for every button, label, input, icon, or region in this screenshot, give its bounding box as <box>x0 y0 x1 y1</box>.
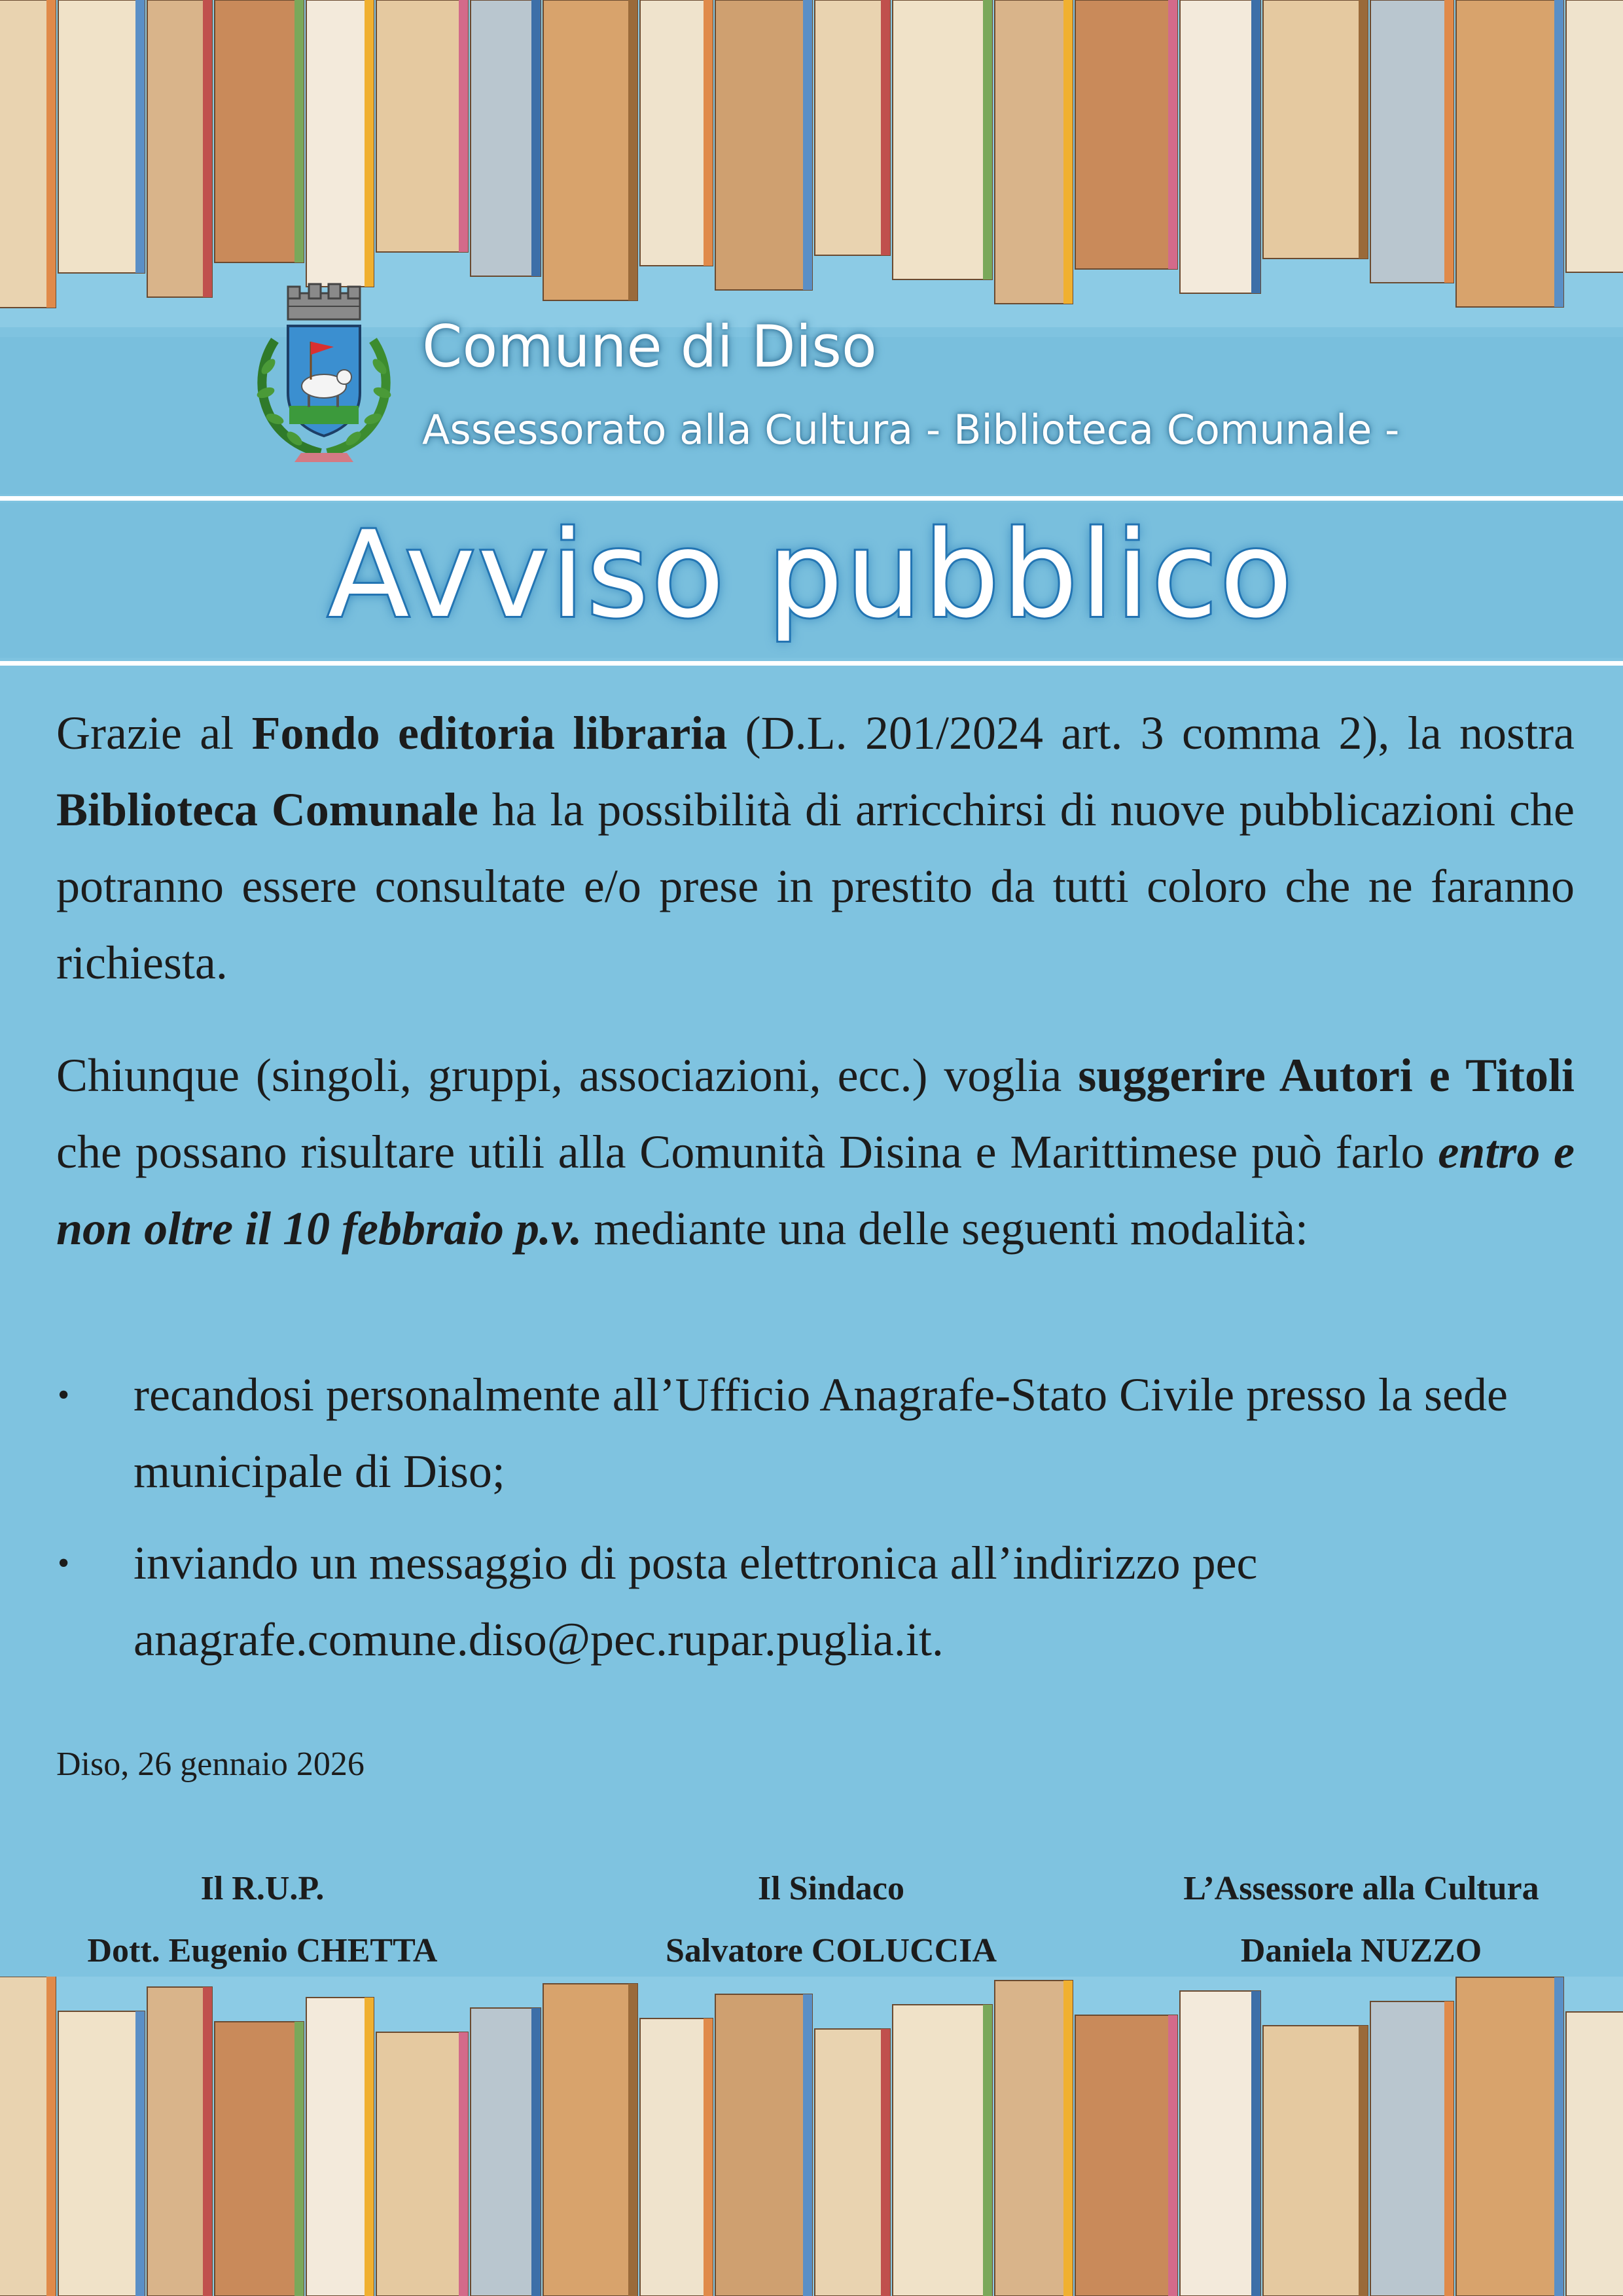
deadline-text: entro e non oltre il 10 febbraio p.v. <box>56 1126 1575 1255</box>
department-name: Assessorato alla Cultura - Biblioteca Comunale - <box>422 406 1400 454</box>
book-cover-edge <box>1168 2015 1177 2296</box>
list-item-text: inviando un messaggio di posta elettronica all’indirizzo pec anagrafe.comune.diso@pec.rupar.puglia.it. <box>134 1537 1258 1666</box>
book-spine <box>1456 1977 1563 2296</box>
book-spine <box>1180 1991 1260 2296</box>
book-cover-edge <box>1063 0 1073 304</box>
book-spine <box>543 1984 637 2296</box>
book-spine <box>815 0 890 255</box>
book-spine <box>215 0 304 262</box>
book-cover-edge <box>628 0 637 300</box>
book-spine <box>1263 2026 1368 2296</box>
book-cover-edge <box>1168 0 1177 269</box>
book-cover-edge <box>365 1998 374 2296</box>
book-spine <box>1180 0 1260 293</box>
divider-top <box>0 496 1623 501</box>
book-cover-edge <box>1444 2001 1454 2296</box>
book-cover-edge <box>803 0 812 290</box>
book-cover-edge <box>294 2022 304 2296</box>
book-cover-edge <box>1359 2026 1368 2296</box>
book-cover-edge <box>1063 1981 1073 2296</box>
book-cover-edge <box>1251 0 1260 293</box>
book-spine <box>995 0 1073 304</box>
book-cover-edge <box>135 0 145 273</box>
book-spine <box>543 0 637 300</box>
book-cover-edge <box>881 0 890 255</box>
list-item <box>56 1525 1575 1678</box>
request-paragraph <box>56 1037 1575 1267</box>
request-text-2: che possano risultare utili alla Comunità Disina e Marittimese può farlo <box>56 1126 1438 1178</box>
book-cover-edge <box>1359 0 1368 259</box>
book-spine <box>1566 2012 1623 2296</box>
signature-name: Daniela NUZZO <box>1240 1932 1482 1969</box>
request-text-3: mediante una delle seguenti modalità: <box>582 1202 1308 1255</box>
book-spine <box>715 1994 812 2296</box>
municipal-coat-of-arms-icon <box>249 281 399 471</box>
book-spine <box>215 2022 304 2296</box>
list-item-text: recandosi personalmente all’Ufficio Anagrafe-Stato Civile presso la sede municipale di Diso; <box>134 1369 1508 1498</box>
book-cover-edge <box>704 0 713 266</box>
book-spine <box>376 0 468 252</box>
book-spine <box>471 0 541 276</box>
book-cover-edge <box>46 0 56 308</box>
document-date: Diso, 26 gennaio 2026 <box>56 1746 365 1783</box>
page-title: Avviso pubblico <box>327 505 1296 644</box>
list-item <box>56 1357 1575 1510</box>
intro-paragraph <box>56 695 1575 1001</box>
intro-text-3: ha la possibilità di arricchirsi di nuove pubblicazioni che potranno essere consultate e/o prese in prestito da tutti coloro che ne faranno richiesta. <box>56 783 1575 989</box>
book-cover-edge <box>983 0 992 279</box>
book-cover-edge <box>459 2032 468 2296</box>
book-spine <box>147 0 212 297</box>
book-spine <box>715 0 812 290</box>
bullet-icon: • <box>58 1545 70 1582</box>
book-cover-edge <box>459 0 468 252</box>
book-cover-edge <box>1554 1977 1563 2296</box>
municipality-name: Comune di Diso <box>422 313 877 380</box>
library-name: Biblioteca Comunale <box>56 783 478 836</box>
book-spine <box>1370 0 1454 283</box>
book-cover-edge <box>46 1977 56 2296</box>
book-cover-edge <box>803 1994 812 2296</box>
books-top-decoration <box>0 0 1623 327</box>
signature-name: Dott. Eugenio CHETTA <box>87 1932 438 1969</box>
book-spine <box>1263 0 1368 259</box>
book-spine <box>1075 2015 1177 2296</box>
book-spine <box>376 2032 468 2296</box>
signature-role: Il Sindaco <box>758 1870 904 1907</box>
request-highlight: suggerire Autori e Titoli <box>1078 1049 1575 1102</box>
fund-name: Fondo editoria libraria <box>251 707 728 759</box>
book-cover-edge <box>881 2029 890 2296</box>
signature-name: Salvatore COLUCCIA <box>665 1932 997 1969</box>
book-spine <box>306 0 374 287</box>
book-cover-edge <box>983 2005 992 2296</box>
book-spine <box>640 0 713 266</box>
signature-rup <box>56 1857 469 1982</box>
book-spine <box>815 2029 890 2296</box>
book-spine <box>1075 0 1177 269</box>
book-cover-edge <box>1444 0 1454 283</box>
intro-text-1: Grazie al <box>56 707 252 759</box>
book-cover-edge <box>203 0 212 297</box>
intro-text-2: (D.L. 201/2024 art. 3 comma 2), la nostra <box>727 707 1575 759</box>
book-cover-edge <box>628 1984 637 2296</box>
book-cover-edge <box>531 2008 541 2296</box>
book-spine <box>306 1998 374 2296</box>
request-text-1: Chiunque (singoli, gruppi, associazioni, ecc.) voglia <box>56 1049 1079 1102</box>
signature-role: Il R.U.P. <box>200 1870 325 1907</box>
book-cover-edge <box>203 1987 212 2296</box>
book-spine <box>1456 0 1563 307</box>
book-cover-edge <box>294 0 304 262</box>
submission-methods-list <box>56 1357 1575 1693</box>
book-spine <box>995 1981 1073 2296</box>
book-spine <box>471 2008 541 2296</box>
book-spine <box>1566 0 1623 272</box>
divider-bottom <box>0 661 1623 666</box>
signature-councillor <box>1139 1857 1584 1982</box>
book-cover-edge <box>1554 0 1563 307</box>
book-cover-edge <box>704 2018 713 2296</box>
book-spine <box>1370 2001 1454 2296</box>
book-cover-edge <box>531 0 541 276</box>
book-spine <box>893 2005 992 2296</box>
book-spine <box>58 0 145 273</box>
bullet-icon: • <box>58 1376 70 1414</box>
book-spine <box>640 2018 713 2296</box>
book-spine <box>58 2011 145 2296</box>
signature-mayor <box>602 1857 1060 1982</box>
books-bottom-decoration <box>0 1977 1623 2296</box>
signature-role: L’Assessore alla Cultura <box>1183 1870 1539 1907</box>
book-cover-edge <box>1251 1991 1260 2296</box>
book-spine <box>893 0 992 279</box>
book-spine <box>147 1987 212 2296</box>
book-cover-edge <box>365 0 374 287</box>
book-cover-edge <box>135 2011 145 2296</box>
